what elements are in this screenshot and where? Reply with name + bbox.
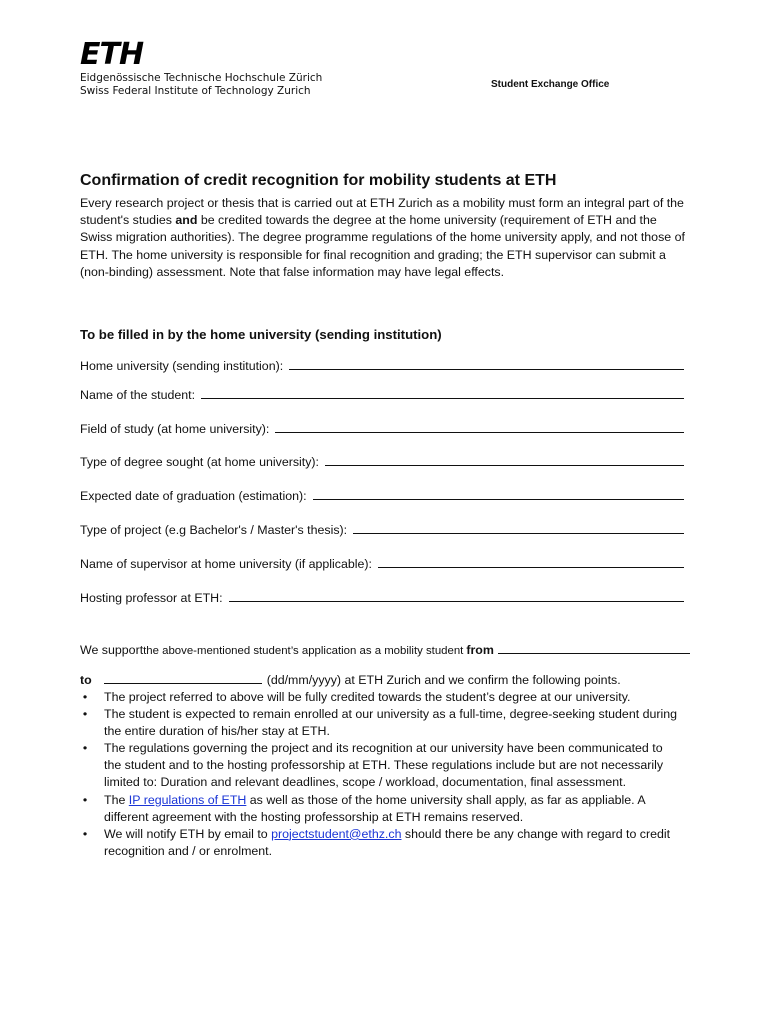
list-item [80, 826, 680, 860]
field-label: Home university (sending institution): [80, 359, 284, 373]
field-label: Type of project (e.g Bachelor's / Master's thesis): [80, 523, 348, 537]
field-project-type [80, 522, 684, 538]
bullet-marker: • [82, 792, 88, 807]
list-item [80, 792, 680, 826]
to-date-input-line[interactable] [104, 672, 262, 684]
to-text: (dd/mm/yyyy) at ETH Zurich and we confirm the following points. [266, 673, 621, 687]
support-lead: We support [80, 643, 144, 657]
point-text-pre: The [104, 792, 129, 807]
bullet-marker: • [82, 690, 88, 704]
field-degree-type [80, 454, 684, 470]
eth-logo [80, 37, 323, 98]
point-text-pre: We will notify ETH by email to [104, 826, 272, 841]
field-hosting-professor [80, 590, 684, 606]
email-link[interactable]: projectstudent@ethz.ch [271, 826, 402, 841]
field-label: Hosting professor at ETH: [80, 591, 223, 605]
support-text: the above-mentioned student’s application as a mobility student [143, 645, 464, 657]
graduation-date-input-line[interactable] [313, 488, 684, 500]
field-home-university [80, 358, 684, 374]
field-student-name [80, 387, 684, 403]
point-text: The regulations governing the project and its recognition at our university have been communicated to the student and to the hosting professorship at ETH. These regulations include but are not necessarily limited to: Duration and relevant deadlines, scope / workload, documentation, final assessment. [104, 741, 664, 790]
field-supervisor [80, 556, 684, 572]
document-title: Confirmation of credit recognition for mobility students at ETH [80, 172, 557, 189]
point-text-post: should there be any change with regard to credit recognition and / or enrolment. [104, 826, 671, 858]
list-item [80, 706, 680, 740]
list-item [80, 740, 680, 791]
degree-type-input-line[interactable] [325, 454, 684, 466]
to-label: to [80, 673, 92, 687]
bullet-marker: • [82, 826, 88, 841]
field-label: Type of degree sought (at home university): [80, 455, 319, 469]
field-label: Name of the student: [80, 388, 196, 402]
intro-text-part2: be credited towards the degree at the home university (requirement of ETH and the Swiss migration authorities). The degree programme regulations of the home university apply, and not those of ETH. The home university is responsible for final recognition and grading; the ETH supervisor can submit a (non-binding) assessment. Note that false information may have legal effects. [80, 213, 685, 279]
point-text-post: as well as those of the home university shall apply, as far as appliable. A different agreement with the hosting professorship at ETH remains reserved. [104, 792, 645, 824]
institution-name-english: Swiss Federal Institute of Technology Zurich [80, 85, 311, 97]
section-heading: To be filled in by the home university (sending institution) [80, 327, 442, 342]
institution-name-german: Eidgenössische Technische Hochschule Zürich [80, 72, 323, 84]
field-label: Field of study (at home university): [80, 422, 270, 436]
point-text: The student is expected to remain enrolled at our university as a full-time, degree-seeking student during the entire duration of his/her stay at ETH. [104, 707, 678, 739]
home-university-input-line[interactable] [289, 358, 684, 370]
to-statement [80, 672, 621, 688]
intro-text-part1: Every research project or thesis that is carried out at ETH Zurich as a mobility must form an integral part of the student's studies [80, 196, 684, 228]
bullet-marker: • [82, 741, 88, 756]
ip-regulations-link[interactable]: IP regulations of ETH [128, 792, 247, 807]
point-text: The project referred to above will be fully credited towards the student’s degree at our university. [104, 690, 631, 704]
field-graduation-date [80, 488, 684, 504]
student-name-input-line[interactable] [201, 387, 684, 399]
list-item [80, 689, 680, 706]
office-name: Student Exchange Office [491, 79, 610, 90]
confirmation-points [80, 689, 680, 860]
from-label: from [466, 643, 494, 657]
intro-text-bold: and [175, 213, 198, 228]
hosting-professor-input-line[interactable] [229, 590, 684, 602]
support-statement [80, 642, 690, 659]
from-date-input-line[interactable] [498, 642, 690, 654]
supervisor-input-line[interactable] [378, 556, 684, 568]
bullet-marker: • [82, 707, 88, 722]
field-of-study-input-line[interactable] [275, 421, 684, 433]
field-label: Name of supervisor at home university (if applicable): [80, 557, 372, 571]
project-type-input-line[interactable] [353, 522, 684, 534]
field-field-of-study [80, 421, 684, 437]
intro-paragraph [80, 195, 692, 281]
eth-logo-mark: ETH [80, 37, 144, 72]
field-label: Expected date of graduation (estimation): [80, 489, 307, 503]
